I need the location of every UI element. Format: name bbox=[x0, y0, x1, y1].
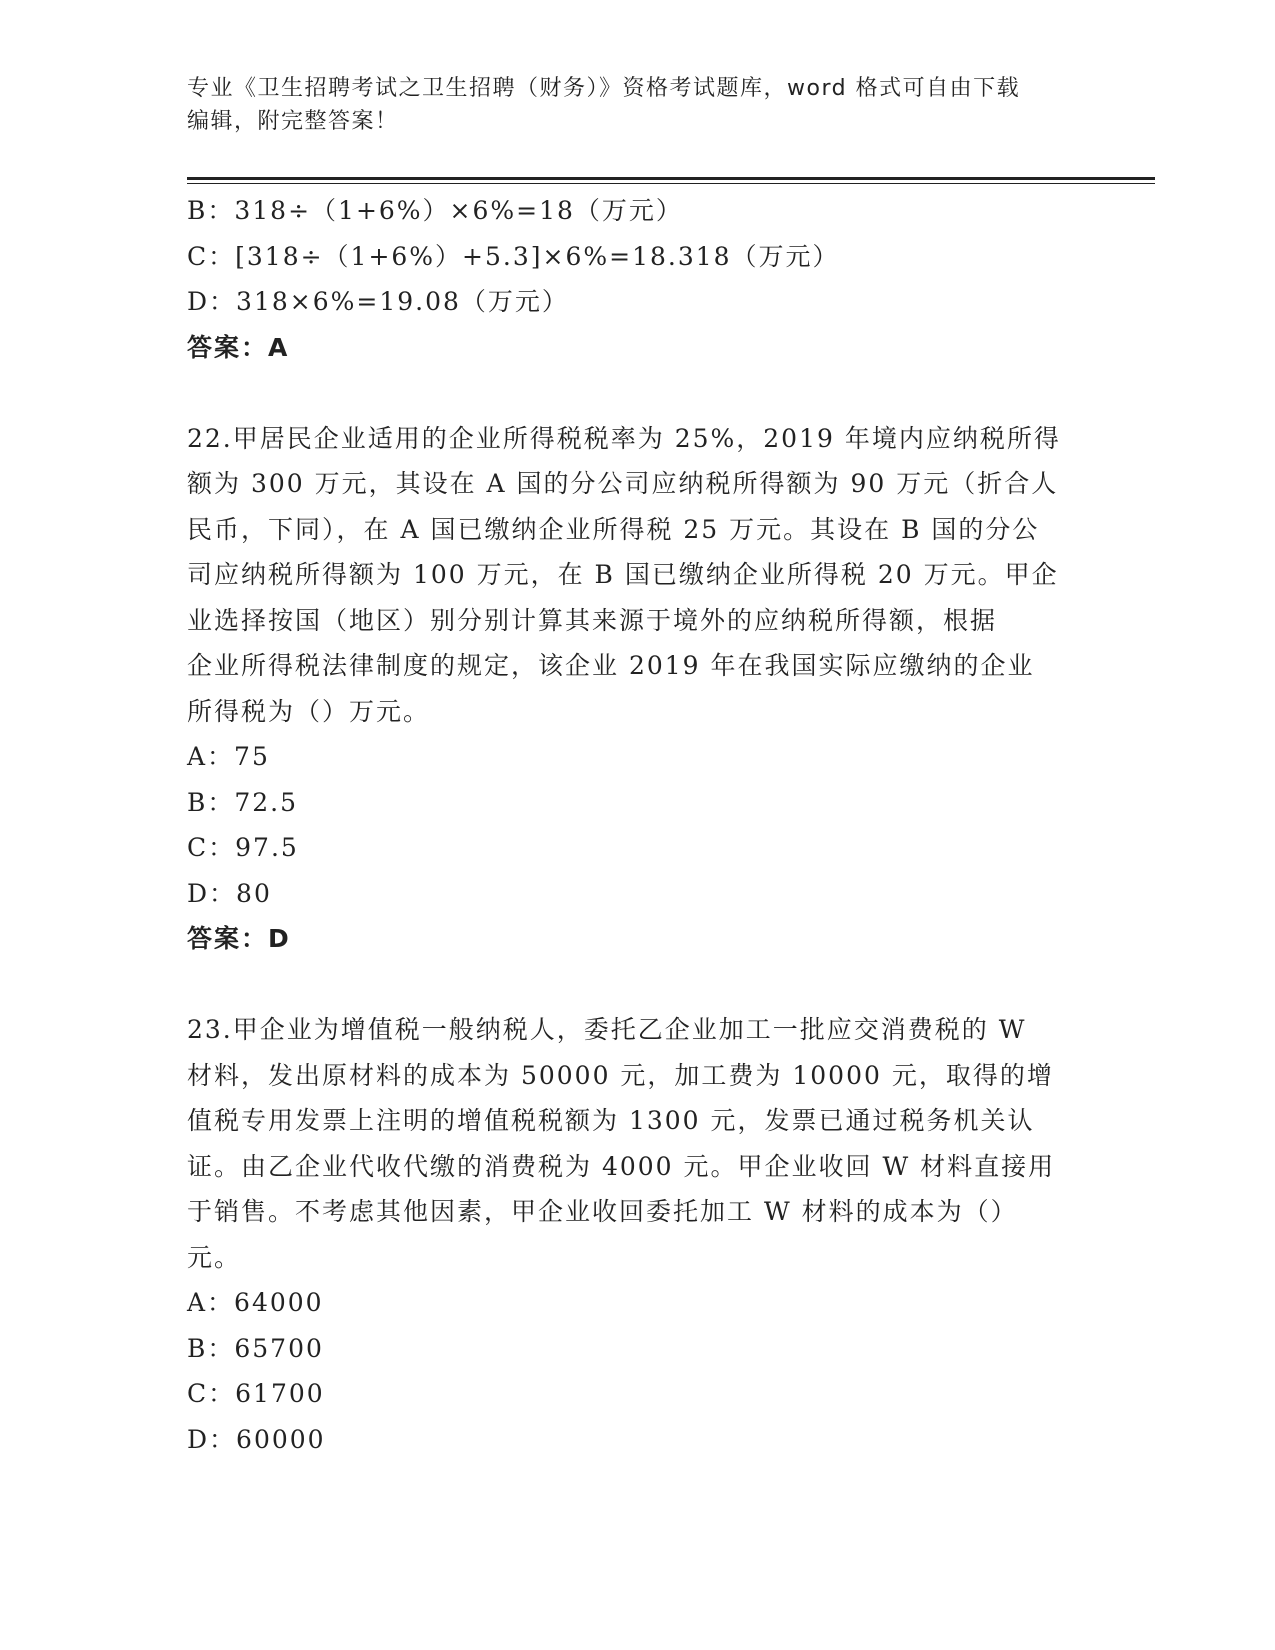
q22-stem-line: 所得税为（）万元。 bbox=[187, 696, 431, 726]
q21-option-d: D：318×6%=19.08（万元） bbox=[187, 287, 569, 316]
header-divider-thick bbox=[187, 177, 1155, 180]
q22-stem-line: 额为 300 万元，其设在 A 国的分公司应纳税所得额为 90 万元（折合人 bbox=[187, 469, 1059, 498]
header-line-1: 专业《卫生招聘考试之卫生招聘（财务）》资格考试题库，word 格式可自由下载 bbox=[187, 76, 1021, 101]
q23-stem-line: 证。由乙企业代收代缴的消费税为 4000 元。甲企业收回 W 材料直接用 bbox=[187, 1151, 1056, 1181]
q22-stem-line: 司应纳税所得额为 100 万元，在 B 国已缴纳企业所得税 20 万元。甲企 bbox=[187, 560, 1059, 589]
spacer bbox=[187, 962, 1077, 1008]
header-line-2: 编辑，附完整答案！ bbox=[187, 109, 399, 134]
q22-answer: 答案：D bbox=[187, 924, 291, 953]
q22-stem-line: 民币，下同），在 A 国已缴纳企业所得税 25 万元。其设在 B 国的分公 bbox=[187, 514, 1040, 544]
q23-stem-line: 元。 bbox=[187, 1242, 242, 1272]
spacer bbox=[187, 370, 1077, 416]
q22-option-d: D：80 bbox=[187, 878, 272, 908]
q21-answer: 答案：A bbox=[187, 332, 290, 362]
q23-option-a: A：64000 bbox=[187, 1288, 324, 1317]
document-body bbox=[187, 188, 1077, 1462]
q22-option-a: A：75 bbox=[187, 742, 270, 771]
q23-option-b: B：65700 bbox=[187, 1333, 324, 1363]
q23-option-d: D：60000 bbox=[187, 1424, 326, 1454]
q23-stem-line: 材料，发出原材料的成本为 50000 元，加工费为 10000 元，取得的增 bbox=[187, 1060, 1054, 1090]
document-header bbox=[187, 72, 1067, 138]
q23-stem-line: 值税专用发票上注明的增值税税额为 1300 元，发票已通过税务机关认 bbox=[187, 1106, 1035, 1135]
q21-option-c: C：[318÷（1+6%）+5.3]×6%=18.318（万元） bbox=[187, 241, 840, 271]
header-divider-thin bbox=[187, 183, 1155, 184]
q23-stem-line: 于销售。不考虑其他因素，甲企业收回委托加工 W 材料的成本为（） bbox=[187, 1197, 1018, 1226]
q23-stem-line: 23.甲企业为增值税一般纳税人，委托乙企业加工一批应交消费税的 W bbox=[187, 1015, 1027, 1044]
q21-option-b: B：318÷（1+6%）×6%=18（万元） bbox=[187, 196, 683, 225]
q22-option-c: C：97.5 bbox=[187, 833, 299, 862]
q23-option-c: C：61700 bbox=[187, 1379, 325, 1408]
q22-stem-line: 22.甲居民企业适用的企业所得税税率为 25%，2019 年境内应纳税所得 bbox=[187, 423, 1061, 453]
q22-stem-line: 企业所得税法律制度的规定，该企业 2019 年在我国实际应缴纳的企业 bbox=[187, 651, 1035, 680]
q22-option-b: B：72.5 bbox=[187, 787, 299, 817]
q22-stem-line: 业选择按国（地区）别分别计算其来源于境外的应纳税所得额，根据 bbox=[187, 605, 998, 635]
